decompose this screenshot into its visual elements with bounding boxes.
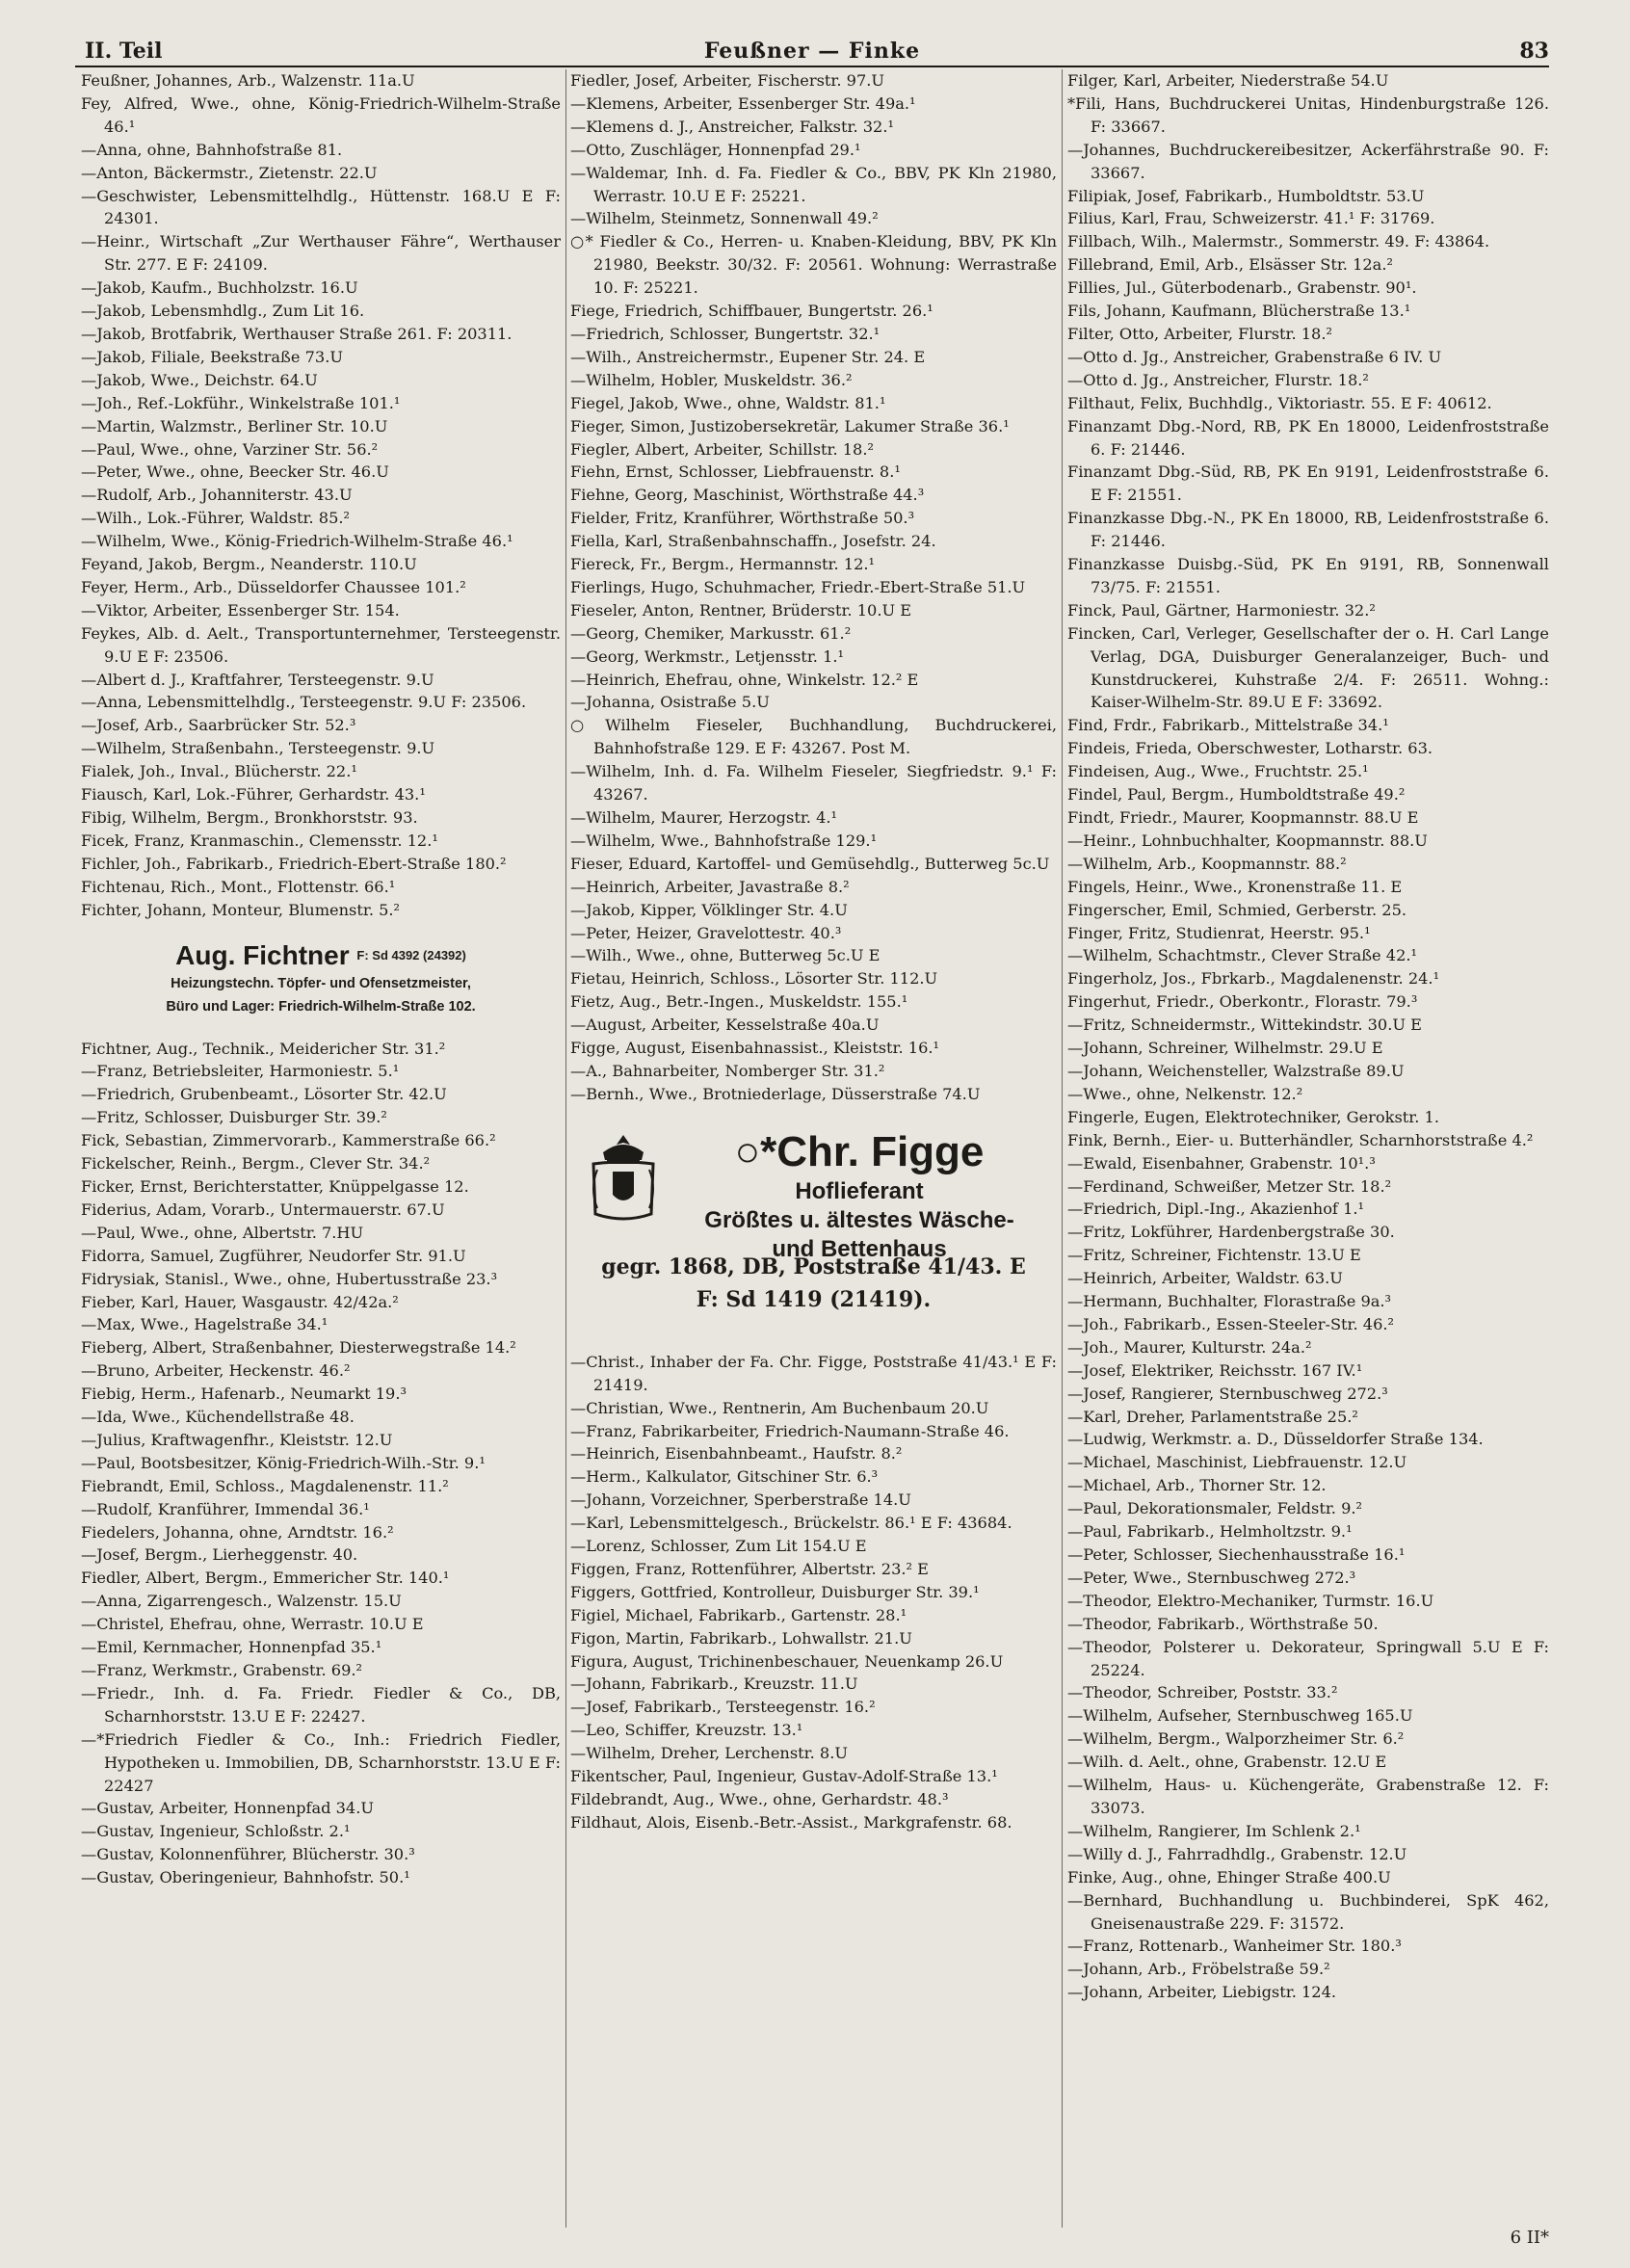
directory-entry: Fiausch, Karl, Lok.-Führer, Gerhardstr. 43.¹ bbox=[81, 785, 426, 804]
directory-entry: Fillbach, Wilh., Malermstr., Sommerstr. 49. F: 43864. bbox=[1067, 232, 1490, 251]
directory-entry: —Jakob, Lebensmhdlg., Zum Lit 16. bbox=[81, 302, 365, 321]
running-title: Feußner — Finke bbox=[703, 39, 921, 64]
directory-entry: —Johann, Schreiner, Wilhelmstr. 29.U E bbox=[1067, 1039, 1383, 1058]
directory-entry: —Heinrich, Ehefrau, ohne, Winkelstr. 12.² E bbox=[570, 670, 919, 689]
directory-entry: —Heinr., Wirtschaft „Zur Werthauser Fähre“, Werthauser Str. 277. E F: 24109. bbox=[81, 232, 561, 275]
directory-entry: —Christian, Wwe., Rentnerin, Am Buchenbaum 20.U bbox=[570, 1398, 989, 1417]
directory-entry: —Paul, Fabrikarb., Helmholtzstr. 9.¹ bbox=[1067, 1522, 1353, 1542]
directory-entry: —Friedrich, Schlosser, Bungertstr. 32.¹ bbox=[570, 324, 881, 343]
directory-entry: —Franz, Rottenarb., Wanheimer Str. 180.³ bbox=[1067, 1937, 1402, 1956]
directory-entry: Fietz, Aug., Betr.-Ingen., Muskeldstr. 155.¹ bbox=[570, 992, 908, 1012]
directory-entry: —Gustav, Kolonnenführer, Blücherstr. 30.³ bbox=[81, 1845, 415, 1864]
directory-entry: Findeis, Frieda, Oberschwester, Lotharstr. 63. bbox=[1067, 739, 1433, 758]
directory-entry: Fingerholz, Jos., Fbrkarb., Magdalenenstr. 24.¹ bbox=[1067, 969, 1440, 989]
page-header bbox=[75, 39, 1549, 67]
directory-entry: —Josef, Elektriker, Reichsstr. 167 IV.¹ bbox=[1067, 1360, 1363, 1380]
directory-entry: —Franz, Fabrikarbeiter, Friedrich-Naumann-Straße 46. bbox=[570, 1421, 1010, 1440]
directory-entry: —Christel, Ehefrau, ohne, Werrastr. 10.U E bbox=[81, 1615, 424, 1634]
page-number: 83 bbox=[1519, 39, 1549, 64]
directory-entry: Fildhaut, Alois, Eisenb.-Betr.-Assist., Markgrafenstr. 68. bbox=[570, 1812, 1012, 1832]
directory-entry: —Joh., Fabrikarb., Essen-Steeler-Str. 46.² bbox=[1067, 1314, 1395, 1333]
directory-entry: —Heinrich, Arbeiter, Javastraße 8.² bbox=[570, 877, 850, 896]
directory-entry: —Jakob, Kipper, Völklinger Str. 4.U bbox=[570, 900, 848, 919]
directory-entry: —Jakob, Filiale, Beekstraße 73.U bbox=[81, 347, 343, 366]
ad-line-address: Büro und Lager: Friedrich-Wilhelm-Straße 102. bbox=[166, 998, 476, 1015]
directory-entry: Fillebrand, Emil, Arb., Elsässer Str. 12a.² bbox=[1067, 255, 1393, 275]
directory-entry: Fiedler, Josef, Arbeiter, Fischerstr. 97.U bbox=[570, 71, 885, 90]
directory-entry: —Julius, Kraftwagenfhr., Kleiststr. 12.U bbox=[81, 1430, 393, 1449]
directory-entry: Finger, Fritz, Studienrat, Heerstr. 95.¹ bbox=[1067, 923, 1371, 942]
directory-entry: —Fritz, Lokführer, Hardenbergstraße 30. bbox=[1067, 1223, 1395, 1242]
directory-entry: ○Wilhelm Fieseler, Buchhandlung, Buchdruckerei, Bahnhofstraße 129. E F: 43267. Post M. bbox=[570, 716, 1057, 758]
directory-entry: —Fritz, Schneidermstr., Wittekindstr. 30.U E bbox=[1067, 1015, 1422, 1035]
directory-entry: Findeisen, Aug., Wwe., Fruchtstr. 25.¹ bbox=[1067, 762, 1369, 781]
directory-entry: —Georg, Chemiker, Markusstr. 61.² bbox=[570, 623, 852, 643]
column-divider bbox=[565, 69, 566, 2228]
directory-entry: Fincken, Carl, Verleger, Gesellschafter der o. H. Carl Lange Verlag, DGA, Duisburger Generalanzeiger, Buch- und Kunstdruckerei, Kuhstraße 2/4. F: 26511. Wohng.: Kaiser-Wilhelm-Str. 89.U E F: 33692. bbox=[1067, 623, 1549, 712]
directory-entry: Fibig, Wilhelm, Bergm., Bronkhorststr. 93. bbox=[81, 808, 418, 827]
directory-entry: —Rudolf, Arb., Johanniterstr. 43.U bbox=[81, 486, 353, 505]
directory-entry: ○* Fiedler & Co., Herren- u. Knaben-Kleidung, BBV, PK Kln 21980, Beekstr. 30/32. F: 20561. Wohnung: Werrastraße 10. F: 25221. bbox=[570, 232, 1057, 298]
directory-entry: —Michael, Maschinist, Liebfrauenstr. 12.U bbox=[1067, 1453, 1407, 1472]
directory-entry: —Otto, Zuschläger, Honnenpfad 29.¹ bbox=[570, 140, 861, 159]
directory-entry: —Karl, Lebensmittelgesch., Brückelstr. 86.¹ E F: 43684. bbox=[570, 1514, 1012, 1533]
directory-entry: Fieberg, Albert, Straßenbahner, Diesterwegstraße 14.² bbox=[81, 1338, 516, 1358]
directory-entry: —Fritz, Schreiner, Fichtenstr. 13.U E bbox=[1067, 1246, 1361, 1265]
directory-entry: —Paul, Dekorationsmaler, Feldstr. 9.² bbox=[1067, 1499, 1363, 1518]
directory-entry: —Wilhelm, Bergm., Walporzheimer Str. 6.² bbox=[1067, 1729, 1405, 1749]
directory-entry: —Max, Wwe., Hagelstraße 34.¹ bbox=[81, 1315, 329, 1334]
directory-entry: —Theodor, Schreiber, Poststr. 33.² bbox=[1067, 1683, 1338, 1702]
directory-entry: Fichter, Johann, Monteur, Blumenstr. 5.² bbox=[81, 900, 401, 919]
directory-entry: Fingerhut, Friedr., Oberkontr., Florastr. 79.³ bbox=[1067, 992, 1418, 1012]
ad-name-text: Aug. Fichtner bbox=[175, 939, 350, 970]
directory-entry: Fiedler, Albert, Bergm., Emmericher Str. 140.¹ bbox=[81, 1569, 450, 1588]
directory-entry: —Peter, Heizer, Gravelottestr. 40.³ bbox=[570, 923, 842, 942]
directory-entry: Figgers, Gottfried, Kontrolleur, Duisburger Str. 39.¹ bbox=[570, 1582, 980, 1601]
entry-list bbox=[1067, 69, 1549, 2004]
directory-entry: —Wilh., Lok.-Führer, Waldstr. 85.² bbox=[81, 509, 351, 528]
directory-entry: Figura, August, Trichinenbeschauer, Neuenkamp 26.U bbox=[570, 1651, 1004, 1671]
directory-entry: Feykes, Alb. d. Aelt., Transportunternehmer, Tersteegenstr. 9.U E F: 23506. bbox=[81, 623, 561, 666]
directory-entry: —Peter, Wwe., ohne, Beecker Str. 46.U bbox=[81, 462, 389, 482]
directory-entry: —Wilhelm, Steinmetz, Sonnenwall 49.² bbox=[570, 209, 879, 228]
directory-entry: Figon, Martin, Fabrikarb., Lohwallstr. 21.U bbox=[570, 1628, 912, 1648]
directory-entry: —Wilh. d. Aelt., ohne, Grabenstr. 12.U E bbox=[1067, 1753, 1387, 1772]
directory-entry: Figgen, Franz, Rottenführer, Albertstr. 23.² E bbox=[570, 1559, 929, 1578]
directory-entry: Filger, Karl, Arbeiter, Niederstraße 54.U bbox=[1067, 71, 1389, 90]
directory-entry: Fierlings, Hugo, Schuhmacher, Friedr.-Ebert-Straße 51.U bbox=[570, 577, 1026, 596]
entry-list bbox=[570, 1351, 1057, 1834]
directory-entry: Fey, Alfred, Wwe., ohne, König-Friedrich-Wilhelm-Straße 46.¹ bbox=[81, 93, 561, 136]
directory-entry: Ficker, Ernst, Berichterstatter, Knüppelgasse 12. bbox=[81, 1176, 469, 1196]
directory-entry: Fieger, Simon, Justizobersekretär, Lakumer Straße 36.¹ bbox=[570, 416, 1010, 435]
directory-entry: Fichler, Joh., Fabrikarb., Friedrich-Ebert-Straße 180.² bbox=[81, 854, 507, 873]
directory-entry: —Heinrich, Eisenbahnbeamt., Haufstr. 8.² bbox=[570, 1444, 903, 1464]
directory-entry: —Joh., Ref.-Lokführ., Winkelstraße 101.¹ bbox=[81, 393, 401, 412]
directory-entry: —Wilhelm, Dreher, Lerchenstr. 8.U bbox=[570, 1744, 848, 1763]
directory-entry: Fichtner, Aug., Technik., Meidericher Str. 31.² bbox=[81, 1039, 446, 1058]
directory-entry: Fielder, Fritz, Kranführer, Wörthstraße 50.³ bbox=[570, 509, 915, 528]
directory-entry: —Wilhelm, Rangierer, Im Schlenk 2.¹ bbox=[1067, 1821, 1361, 1840]
directory-entry: —Wilhelm, Wwe., König-Friedrich-Wilhelm-Straße 46.¹ bbox=[81, 532, 513, 551]
directory-entry: —Anton, Bäckermstr., Zietenstr. 22.U bbox=[81, 163, 378, 182]
ad-company-name bbox=[81, 939, 561, 972]
directory-entry: Fils, Johann, Kaufmann, Blücherstraße 13.¹ bbox=[1067, 302, 1411, 321]
directory-entry: Fillies, Jul., Güterbodenarb., Grabenstr. 90¹. bbox=[1067, 278, 1417, 298]
directory-entry: —Ida, Wwe., Küchendellstraße 48. bbox=[81, 1408, 355, 1427]
directory-entry: —Otto d. Jg., Anstreicher, Flurstr. 18.² bbox=[1067, 370, 1369, 389]
directory-entry: —Paul, Wwe., ohne, Varziner Str. 56.² bbox=[81, 439, 379, 459]
directory-entry: —Hermann, Buchhalter, Florastraße 9a.³ bbox=[1067, 1292, 1392, 1311]
entry-list bbox=[81, 1038, 561, 1890]
directory-entry: —Friedr., Inh. d. Fa. Friedr. Fiedler & Co., DB, Scharnhorststr. 13.U E F: 22427. bbox=[81, 1683, 561, 1726]
directory-entry: Finck, Paul, Gärtner, Harmoniestr. 32.² bbox=[1067, 600, 1376, 620]
directory-entry: Fidrysiak, Stanisl., Wwe., ohne, Hubertusstraße 23.³ bbox=[81, 1269, 498, 1288]
directory-entry: Fikentscher, Paul, Ingenieur, Gustav-Adolf-Straße 13.¹ bbox=[570, 1767, 998, 1786]
directory-entry: Feyand, Jakob, Bergm., Neanderstr. 110.U bbox=[81, 555, 417, 574]
directory-entry: —Lorenz, Schlosser, Zum Lit 154.U E bbox=[570, 1537, 867, 1556]
directory-entry: —Ewald, Eisenbahner, Grabenstr. 10¹.³ bbox=[1067, 1153, 1376, 1173]
directory-entry: Fick, Sebastian, Zimmervorarb., Kammerstraße 66.² bbox=[81, 1131, 496, 1150]
directory-entry: —*Friedrich Fiedler & Co., Inh.: Friedrich Fiedler, Hypotheken u. Immobilien, DB, Scharnhorststr. 13.U E F: 22427 bbox=[81, 1729, 561, 1795]
directory-entry: —Friedrich, Grubenbeamt., Lösorter Str. 42.U bbox=[81, 1085, 447, 1104]
directory-entry: Filipiak, Josef, Fabrikarb., Humboldtstr. 53.U bbox=[1067, 186, 1425, 205]
directory-entry: —August, Arbeiter, Kesselstraße 40a.U bbox=[570, 1015, 880, 1035]
directory-entry: —Anna, ohne, Bahnhofstraße 81. bbox=[81, 140, 343, 159]
directory-entry: Fieseler, Anton, Rentner, Brüderstr. 10.U E bbox=[570, 600, 912, 620]
directory-entry: Findt, Friedr., Maurer, Koopmannstr. 88.U E bbox=[1067, 808, 1419, 827]
directory-entry: —Johann, Arbeiter, Liebigstr. 124. bbox=[1067, 1983, 1337, 2002]
directory-entry: Fiegel, Jakob, Wwe., ohne, Waldstr. 81.¹ bbox=[570, 393, 886, 412]
directory-entry: —Klemens, Arbeiter, Essenberger Str. 49a.¹ bbox=[570, 93, 916, 113]
directory-entry: Fietau, Heinrich, Schloss., Lösorter Str. 112.U bbox=[570, 969, 938, 989]
directory-entry: Fialek, Joh., Inval., Blücherstr. 22.¹ bbox=[81, 762, 357, 781]
directory-entry: Figge, August, Eisenbahnassist., Kleiststr. 16.¹ bbox=[570, 1039, 940, 1058]
directory-entry: Finanzkasse Dbg.-N., PK En 18000, RB, Leidenfroststraße 6. F: 21446. bbox=[1067, 509, 1549, 551]
section-label: II. Teil bbox=[85, 39, 163, 64]
ad-line-trade: Heizungstechn. Töpfer- und Ofensetzmeister, bbox=[171, 975, 471, 991]
directory-entry: Feußner, Johannes, Arb., Walzenstr. 11a.U bbox=[81, 71, 415, 90]
column-3 bbox=[1067, 69, 1549, 2228]
directory-entry: —Johann, Arb., Fröbelstraße 59.² bbox=[1067, 1960, 1330, 1979]
directory-entry: —Wilh., Wwe., ohne, Butterweg 5c.U E bbox=[570, 946, 881, 965]
column-1 bbox=[81, 69, 561, 2228]
directory-entry: —Franz, Betriebsleiter, Harmoniestr. 5.¹ bbox=[81, 1062, 400, 1081]
directory-entry: —Leo, Schiffer, Kreuzstr. 13.¹ bbox=[570, 1721, 803, 1740]
ad-address: gegr. 1868, DB, Poststraße 41/43. E bbox=[601, 1253, 1026, 1279]
directory-entry: Finanzkasse Duisbg.-Süd, PK En 9191, RB, Sonnenwall 73/75. F: 21551. bbox=[1067, 555, 1549, 596]
directory-entry: Findel, Paul, Bergm., Humboldtstraße 49.² bbox=[1067, 785, 1406, 804]
directory-entry: Fildebrandt, Aug., Wwe., ohne, Gerhardstr. 48.³ bbox=[570, 1790, 949, 1808]
directory-entry: Fiege, Friedrich, Schiffbauer, Bungertstr. 26.¹ bbox=[570, 302, 933, 321]
column-divider bbox=[1062, 69, 1063, 2228]
directory-entry: Finanzamt Dbg.-Nord, RB, PK En 18000, Leidenfroststraße 6. F: 21446. bbox=[1067, 416, 1549, 459]
directory-entry: —Heinrich, Arbeiter, Waldstr. 63.U bbox=[1067, 1269, 1343, 1288]
directory-entry: —Rudolf, Kranführer, Immendal 36.¹ bbox=[81, 1499, 370, 1518]
directory-entry: —Johannes, Buchdruckereibesitzer, Ackerfährstraße 90. F: 33667. bbox=[1067, 140, 1549, 182]
directory-entry: —Joh., Maurer, Kulturstr. 24a.² bbox=[1067, 1337, 1312, 1357]
directory-entry: —Friedrich, Dipl.-Ing., Akazienhof 1.¹ bbox=[1067, 1200, 1365, 1219]
directory-entry: —Josef, Bergm., Lierheggenstr. 40. bbox=[81, 1545, 358, 1565]
directory-entry: —Herm., Kalkulator, Gitschiner Str. 6.³ bbox=[570, 1467, 879, 1487]
directory-entry: —A., Bahnarbeiter, Nomberger Str. 31.² bbox=[570, 1061, 885, 1080]
directory-entry: —Albert d. J., Kraftfahrer, Tersteegenstr. 9.U bbox=[81, 670, 434, 689]
directory-entry: —Johann, Fabrikarb., Kreuzstr. 11.U bbox=[570, 1675, 858, 1694]
directory-entry: —Josef, Fabrikarb., Tersteegenstr. 16.² bbox=[570, 1698, 876, 1717]
directory-entry: Figiel, Michael, Fabrikarb., Gartenstr. 28.¹ bbox=[570, 1605, 907, 1624]
directory-entry: —Georg, Werkmstr., Letjensstr. 1.¹ bbox=[570, 646, 844, 666]
directory-entry: Fingels, Heinr., Wwe., Kronenstraße 11. E bbox=[1067, 877, 1403, 896]
directory-entry: Fink, Bernh., Eier- u. Butterhändler, Scharnhorststraße 4.² bbox=[1067, 1130, 1534, 1149]
directory-entry: —Ferdinand, Schweißer, Metzer Str. 18.² bbox=[1067, 1176, 1392, 1196]
directory-entry: *Fili, Hans, Buchdruckerei Unitas, Hindenburgstraße 126. F: 33667. bbox=[1067, 93, 1549, 136]
directory-entry: —Johanna, Osistraße 5.U bbox=[570, 693, 770, 712]
signature-mark: 6 II* bbox=[1510, 2228, 1549, 2248]
directory-entry: Fieber, Karl, Hauer, Wasgaustr. 42/42a.² bbox=[81, 1292, 399, 1311]
ad-heading bbox=[667, 1127, 1052, 1264]
royal-crest-icon bbox=[584, 1131, 663, 1224]
directory-entry: —Bruno, Arbeiter, Heckenstr. 46.² bbox=[81, 1361, 351, 1381]
directory-entry: Fichtenau, Rich., Mont., Flottenstr. 66.¹ bbox=[81, 877, 396, 896]
directory-entry: —Wilhelm, Arb., Koopmannstr. 88.² bbox=[1067, 854, 1347, 873]
entry-list bbox=[570, 69, 1057, 1106]
directory-entry: Fiegler, Albert, Arbeiter, Schillstr. 18.² bbox=[570, 439, 874, 459]
directory-entry: —Willy d. J., Fahrradhdlg., Grabenstr. 12.U bbox=[1067, 1844, 1407, 1863]
directory-entry: —Josef, Arb., Saarbrücker Str. 52.³ bbox=[81, 716, 356, 735]
ad-footer bbox=[570, 1251, 1057, 1316]
directory-entry: Finanzamt Dbg.-Süd, RB, PK En 9191, Leidenfroststraße 6. E F: 21551. bbox=[1067, 462, 1549, 505]
ad-phone: F: Sd 4392 (24392) bbox=[356, 947, 466, 963]
directory-entry: Fiereck, Fr., Bergm., Hermannstr. 12.¹ bbox=[570, 555, 876, 574]
directory-entry: —Wilhelm, Hobler, Muskeldstr. 36.² bbox=[570, 370, 853, 389]
directory-entry: Fiehn, Ernst, Schlosser, Liebfrauenstr. 8.¹ bbox=[570, 462, 901, 482]
directory-entry: —Jakob, Kaufm., Buchholzstr. 16.U bbox=[81, 278, 358, 298]
directory-entry: —Wilhelm, Straßenbahn., Tersteegenstr. 9.U bbox=[81, 739, 435, 758]
ad-tagline-2: und Bettenhaus bbox=[772, 1235, 947, 1262]
directory-entry: —Heinr., Lohnbuchhalter, Koopmannstr. 88.U bbox=[1067, 831, 1428, 850]
directory-entry: —Theodor, Polsterer u. Dekorateur, Springwall 5.U E F: 25224. bbox=[1067, 1637, 1549, 1679]
directory-entry: —Fritz, Schlosser, Duisburger Str. 39.² bbox=[81, 1108, 387, 1127]
directory-entry: —Wwe., ohne, Nelkenstr. 12.² bbox=[1067, 1084, 1303, 1103]
directory-entry: Ficek, Franz, Kranmaschin., Clemensstr. 12.¹ bbox=[81, 831, 438, 850]
directory-entry: Fieser, Eduard, Kartoffel- und Gemüsehdlg., Butterweg 5c.U bbox=[570, 854, 1050, 873]
directory-entry: —Emil, Kernmacher, Honnenpfad 35.¹ bbox=[81, 1638, 382, 1657]
directory-entry: —Wilhelm, Schachtmstr., Clever Straße 42.¹ bbox=[1067, 946, 1418, 965]
directory-entry: —Klemens d. J., Anstreicher, Falkstr. 32.¹ bbox=[570, 117, 894, 136]
directory-entry: —Wilhelm, Wwe., Bahnhofstraße 129.¹ bbox=[570, 831, 878, 850]
ad-tagline: Größtes u. ältestes Wäsche- bbox=[704, 1206, 1014, 1233]
directory-entry: —Peter, Schlosser, Siechenhausstraße 16.¹ bbox=[1067, 1545, 1406, 1564]
directory-entry: Filter, Otto, Arbeiter, Flurstr. 18.² bbox=[1067, 324, 1332, 343]
directory-entry: —Theodor, Elektro-Mechaniker, Turmstr. 16.U bbox=[1067, 1591, 1434, 1610]
directory-entry: —Wilhelm, Aufseher, Sternbuschweg 165.U bbox=[1067, 1706, 1413, 1726]
directory-entry: Fiehne, Georg, Maschinist, Wörthstraße 44.³ bbox=[570, 486, 925, 505]
directory-entry: Fingerle, Eugen, Elektrotechniker, Gerokstr. 1. bbox=[1067, 1107, 1439, 1126]
directory-entry: —Jakob, Wwe., Deichstr. 64.U bbox=[81, 370, 318, 389]
directory-entry: Find, Frdr., Fabrikarb., Mittelstraße 34.¹ bbox=[1067, 716, 1389, 735]
directory-entry: —Peter, Wwe., Sternbuschweg 272.³ bbox=[1067, 1568, 1356, 1587]
directory-entry: Fingerscher, Emil, Schmied, Gerberstr. 25. bbox=[1067, 900, 1407, 919]
directory-entry: —Geschwister, Lebensmittelhdlg., Hüttenstr. 168.U E F: 24301. bbox=[81, 186, 561, 228]
directory-entry: —Franz, Werkmstr., Grabenstr. 69.² bbox=[81, 1661, 363, 1679]
directory-entry: Fiebig, Herm., Hafenarb., Neumarkt 19.³ bbox=[81, 1385, 407, 1404]
directory-entry: —Johann, Vorzeichner, Sperberstraße 14.U bbox=[570, 1490, 911, 1510]
directory-entry: —Martin, Walzmstr., Berliner Str. 10.U bbox=[81, 416, 388, 435]
directory-entry: Filthaut, Felix, Buchhdlg., Viktoriastr. 55. E F: 40612. bbox=[1067, 393, 1492, 412]
directory-entry: —Wilhelm, Haus- u. Küchengeräte, Grabenstraße 12. F: 33073. bbox=[1067, 1776, 1549, 1817]
directory-entry: —Wilhelm, Inh. d. Fa. Wilhelm Fieseler, Siegfriedstr. 9.¹ F: 43267. bbox=[570, 762, 1057, 804]
directory-entry: —Ludwig, Werkmstr. a. D., Düsseldorfer Straße 134. bbox=[1067, 1430, 1484, 1449]
directory-entry: —Jakob, Brotfabrik, Werthauser Straße 261. F: 20311. bbox=[81, 324, 513, 343]
entry-list bbox=[81, 69, 561, 922]
directory-entry: —Waldemar, Inh. d. Fa. Fiedler & Co., BBV, PK Kln 21980, Werrastr. 10.U E F: 25221. bbox=[570, 163, 1057, 205]
directory-entry: —Anna, Zigarrengesch., Walzenstr. 15.U bbox=[81, 1592, 402, 1611]
ad-phone: F: Sd 1419 (21419). bbox=[696, 1286, 932, 1312]
directory-entry: —Gustav, Arbeiter, Honnenpfad 34.U bbox=[81, 1799, 375, 1818]
directory-entry: Feyer, Herm., Arb., Düsseldorfer Chaussee 101.² bbox=[81, 577, 466, 596]
directory-entry: Fiedelers, Johanna, ohne, Arndtstr. 16.² bbox=[81, 1522, 394, 1542]
directory-entry: —Bernh., Wwe., Brotniederlage, Düsserstraße 74.U bbox=[570, 1084, 981, 1103]
directory-entry: —Gustav, Oberingenieur, Bahnhofstr. 50.¹ bbox=[81, 1868, 410, 1887]
directory-entry: —Josef, Rangierer, Sternbuschweg 272.³ bbox=[1067, 1384, 1388, 1403]
directory-entry: —Wilh., Anstreichermstr., Eupener Str. 24. E bbox=[570, 347, 926, 366]
column-2 bbox=[570, 69, 1057, 2228]
directory-entry: Fiebrandt, Emil, Schloss., Magdalenenstr. 11.² bbox=[81, 1476, 449, 1495]
directory-entry: —Anna, Lebensmittelhdlg., Tersteegenstr. 9.U F: 23506. bbox=[81, 693, 527, 712]
ad-company-name: ○*Chr. Figge bbox=[734, 1127, 985, 1175]
ad-title: Hoflieferant bbox=[795, 1177, 924, 1204]
directory-entry: Fiella, Karl, Straßenbahnschaffn., Josefstr. 24. bbox=[570, 532, 936, 551]
directory-entry: —Michael, Arb., Thorner Str. 12. bbox=[1067, 1476, 1327, 1495]
directory-entry: —Bernhard, Buchhandlung u. Buchbinderei, SpK 462, Gneisenaustraße 229. F: 31572. bbox=[1067, 1890, 1549, 1933]
directory-entry: Finke, Aug., ohne, Ehinger Straße 400.U bbox=[1067, 1867, 1391, 1886]
directory-entry: —Theodor, Fabrikarb., Wörthstraße 50. bbox=[1067, 1614, 1379, 1633]
directory-entry: —Christ., Inhaber der Fa. Chr. Figge, Poststraße 41/43.¹ E F: 21419. bbox=[570, 1352, 1057, 1394]
directory-entry: —Paul, Bootsbesitzer, König-Friedrich-Wilh.-Str. 9.¹ bbox=[81, 1453, 486, 1472]
figge-advertisement bbox=[570, 1118, 1057, 1335]
directory-entry: Fickelscher, Reinh., Bergm., Clever Str. 34.² bbox=[81, 1154, 431, 1174]
directory-entry: —Johann, Weichensteller, Walzstraße 89.U bbox=[1067, 1061, 1405, 1080]
fichtner-advertisement bbox=[81, 922, 561, 1038]
directory-entry: —Viktor, Arbeiter, Essenberger Str. 154. bbox=[81, 600, 400, 620]
directory-entry: Fiderius, Adam, Vorarb., Untermauerstr. 67.U bbox=[81, 1200, 445, 1219]
directory-entry: Filius, Karl, Frau, Schweizerstr. 41.¹ F: 31769. bbox=[1067, 209, 1435, 228]
directory-entry: —Karl, Dreher, Parlamentstraße 25.² bbox=[1067, 1407, 1358, 1426]
directory-entry: Fidorra, Samuel, Zugführer, Neudorfer Str. 91.U bbox=[81, 1246, 466, 1265]
directory-entry: —Paul, Wwe., ohne, Albertstr. 7.HU bbox=[81, 1223, 364, 1242]
directory-entry: —Otto d. Jg., Anstreicher, Grabenstraße 6 IV. U bbox=[1067, 347, 1442, 366]
directory-entry: —Gustav, Ingenieur, Schloßstr. 2.¹ bbox=[81, 1822, 351, 1841]
directory-entry: —Wilhelm, Maurer, Herzogstr. 4.¹ bbox=[570, 808, 838, 827]
